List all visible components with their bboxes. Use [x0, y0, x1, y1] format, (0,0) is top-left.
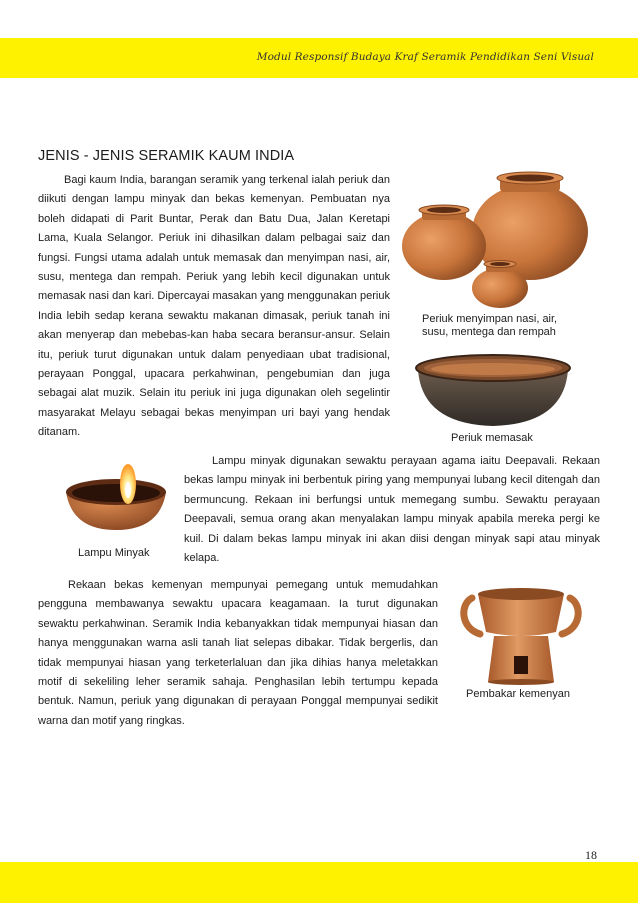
paragraph-kemenyan: Rekaan bekas kemenyan mempunyai pemegang untuk memudahkan pengguna membawanya sewaktu upacara keagamaan. Ia turut digunakan sewaktu perkahwinan. Seramik India kebanyakkan tidak mempunyai hiasan dan hanya menggunakan warna asli tanah liat selepas dibakar. Tidak bergerlis, dan tidak mempunyai hiasan yang terketerlaluan dan jika dihias hanya meletakkan motif di sekeliling leher seramik sahaja. Penghasilan lebih tertumpu kepada bentuk. Namun, periuk yang digunakan di perayaan Ponggal mempunyai sedikit warna dan motif yang ringkas.: [38, 579, 438, 727]
header-band: [0, 38, 638, 78]
caption-line: susu, mentega dan rempah: [422, 326, 556, 338]
medium-pot: [402, 205, 486, 280]
section-title: JENIS - JENIS SERAMIK KAUM INDIA: [38, 148, 295, 164]
page-number: 18: [585, 848, 597, 862]
module-title: Modul Responsif Budaya Kraf Seramik Pendidikan Seni Visual: [256, 51, 594, 63]
paragraph-periuk: Bagi kaum India, barangan seramik yang terkenal ialah periuk dan diikuti dengan lampu minyak dan bekas kemenyan. Pembuatan nya boleh didapati di Parit Buntar, Perak dan Batu Dua, Jalan Keretapi Lama, Kuala Selangor. Periuk ini dihasilkan dalam pelbagai saiz dan fungsi. Fungsi utama adalah untuk memasak dan menyimpan nasi, air, susu, mentega dan rempah. Periuk yang lebih kecil digunakan untuk memasak nasi dan kari. Dipercayai masakan yang menggunakan periuk India lebih sedap kerana sewaktu makanan dimasak, periuk tanah ini akan menyerap dan mebebas-kan haba secara beransur-ansur. Selain itu, periuk turut digunakan untuk dalam penyediaan ubat tradisional, perayaan Ponggal, upacara perkahwinan, pengebumian dan juga sebagai alat muzik. Selain itu periuk ini juga digunakan oleh segelintir masyarakat Melayu sebagai bekas menyimpan uri bayi yang hendak ditanam.: [38, 174, 390, 439]
caption-cooking-pot: Periuk memasak: [451, 432, 533, 444]
caption-incense-burner: Pembakar kemenyan: [466, 688, 570, 700]
caption-oil-lamp: Lampu Minyak: [78, 547, 150, 559]
caption-line: Periuk menyimpan nasi, air,: [422, 313, 558, 325]
storage-pots-image: [400, 168, 600, 313]
footer-band: [0, 862, 638, 903]
paragraph-lampu-minyak: Lampu minyak digunakan sewaktu perayaan agama iaitu Deepavali. Rekaan bekas lampu minyak ini berbentuk piring yang mempunyai lubang kecil ditengah dan bermuncung. Rekaan ini berfungsi untuk memegang sumbu. Sewaktu perayaan Deepavali, semua orang akan menyalakan lampu minyak apabila mereka pergi ke kuil. Di dalam bekas lampu minyak ini akan diisi dengan minyak sapi atau minyak kelapa.: [184, 455, 600, 565]
incense-burner-image: [458, 584, 584, 686]
cooking-pot-image: [412, 348, 574, 430]
caption-storage-pots: [422, 313, 557, 339]
oil-lamp-image: [62, 462, 170, 532]
